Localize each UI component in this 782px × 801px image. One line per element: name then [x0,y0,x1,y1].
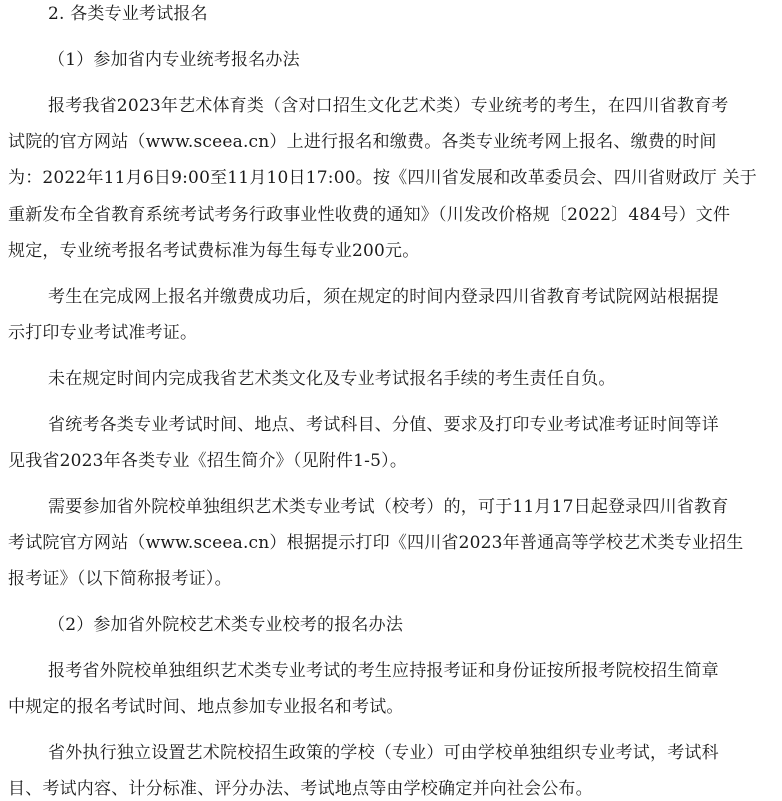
paragraph-line: 报考省外院校单独组织艺术类专业考试的考生应持报考证和身份证按所报考院校招生简章 [48,661,719,681]
section-heading: 2. 各类专业考试报名 [48,4,208,24]
paragraph-line: 需要参加省外院校单独组织艺术类专业考试（校考）的，可于11月17日起登录四川省教育 [48,497,729,517]
paragraph-line: 省外执行独立设置艺术院校招生政策的学校（专业）可由学校单独组织专业考试，考试科 [48,743,719,763]
paragraph-line: 未在规定时间内完成我省艺术类文化及专业考试报名手续的考生责任自负。 [48,369,616,389]
paragraph-line: 中规定的报名考试时间、地点参加专业报名和考试。 [8,697,404,717]
paragraph-line: 重新发布全省教育系统考试考务行政事业性收费的通知》（川发改价格规〔2022〕484号）文件 [8,205,731,225]
paragraph-line: 考试院官方网站（www.sceea.cn）根据提示打印《四川省2023年普通高等学校艺术类专业招生 [8,533,744,553]
paragraph-line: 报考证》（以下简称报考证）。 [8,569,232,589]
paragraph-line: 为：2022年11月6日9:00至11月10日17:00。按《四川省发展和改革委员会、四川省财政厅 关于 [8,168,757,188]
paragraph-line: 示打印专业考试准考证。 [8,323,198,343]
paragraph-line: 省统考各类专业考试时间、地点、考试科目、分值、要求及打印专业考试准考证时间等详 [48,415,719,435]
paragraph-line: 见我省2023年各类专业《招生简介》（见附件1-5）。 [8,451,408,471]
subsection-heading-1: （1）参加省内专业统考报名办法 [48,50,300,70]
subsection-heading-2: （2）参加省外院校艺术类专业校考的报名办法 [48,615,404,635]
paragraph-line: 规定，专业统考报名考试费标准为每生每专业200元。 [8,241,420,261]
paragraph-line: 报考我省2023年艺术体育类（含对口招生文化艺术类）专业统考的考生，在四川省教育考 [48,96,729,116]
paragraph-line: 试院的官方网站（www.sceea.cn）上进行报名和缴费。各类专业统考网上报名、缴费的时间 [8,132,717,152]
paragraph-line: 考生在完成网上报名并缴费成功后，须在规定的时间内登录四川省教育考试院网站根据提 [48,287,719,307]
paragraph-line: 目、考试内容、计分标准、评分办法、考试地点等由学校确定并向社会公布。 [8,779,593,799]
